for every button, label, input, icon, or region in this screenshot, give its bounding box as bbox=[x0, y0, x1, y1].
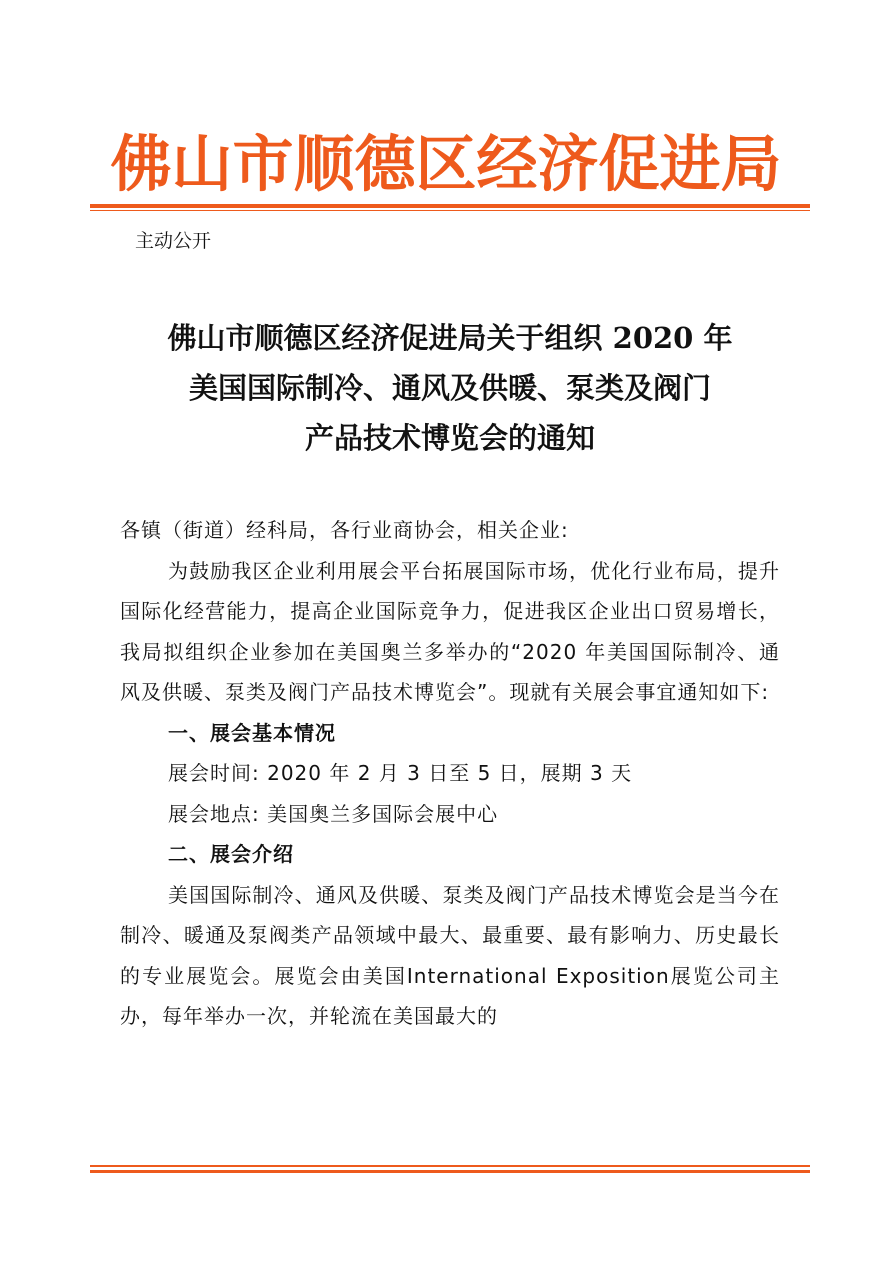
exhibition-place: 展会地点: 美国奥兰多国际会展中心 bbox=[168, 801, 499, 826]
exhibition-time: 展会时间: 2020 年 2 月 3 日至 5 日，展期 3 天 bbox=[168, 761, 633, 785]
footer-rule-thin bbox=[90, 1165, 810, 1167]
paragraph-exhibition-intro: 美国国际制冷、通风及供暖、泵类及阀门产品技术博览会是当今在制冷、暖通及泵阀类产品领域中最大、最重要、最有影响力、历史最长的专业展览会。展览会由美国International Exposition展览公司主办，每年举办一次，并轮流在美国最大的 bbox=[120, 882, 780, 1028]
title-line-3: 产品技术博览会的通知 bbox=[304, 421, 595, 455]
title-line-1: 佛山市顺德区经济促进局关于组织 2020 年 bbox=[167, 321, 733, 355]
section-heading-1: 一、展会基本情况 bbox=[168, 720, 336, 745]
footer-rule-thick bbox=[90, 1170, 810, 1173]
document-body bbox=[120, 510, 780, 1037]
salutation: 各镇（街道）经科局，各行业商协会，相关企业: bbox=[120, 518, 569, 542]
letterhead-rule-thick bbox=[90, 204, 810, 208]
title-line-2: 美国国际制冷、通风及供暖、泵类及阀门 bbox=[188, 371, 711, 405]
agency-letterhead: 佛山市顺德区经济促进局 bbox=[110, 129, 782, 200]
letterhead-rule-thin bbox=[90, 210, 810, 211]
paragraph-intro: 为鼓励我区企业利用展会平台拓展国际市场，优化行业布局，提升国际化经营能力，提高企业国际竞争力，促进我区企业出口贸易增长，我局拟组织企业参加在美国奥兰多举办的“2020 年美国国际制冷、通风及供暖、泵类及阀门产品技术博览会”。现就有关展会事宜通知如下: bbox=[120, 558, 780, 704]
section-heading-2: 二、展会介绍 bbox=[168, 842, 294, 866]
document-title bbox=[110, 313, 790, 463]
disclosure-label: 主动公开 bbox=[135, 230, 212, 252]
